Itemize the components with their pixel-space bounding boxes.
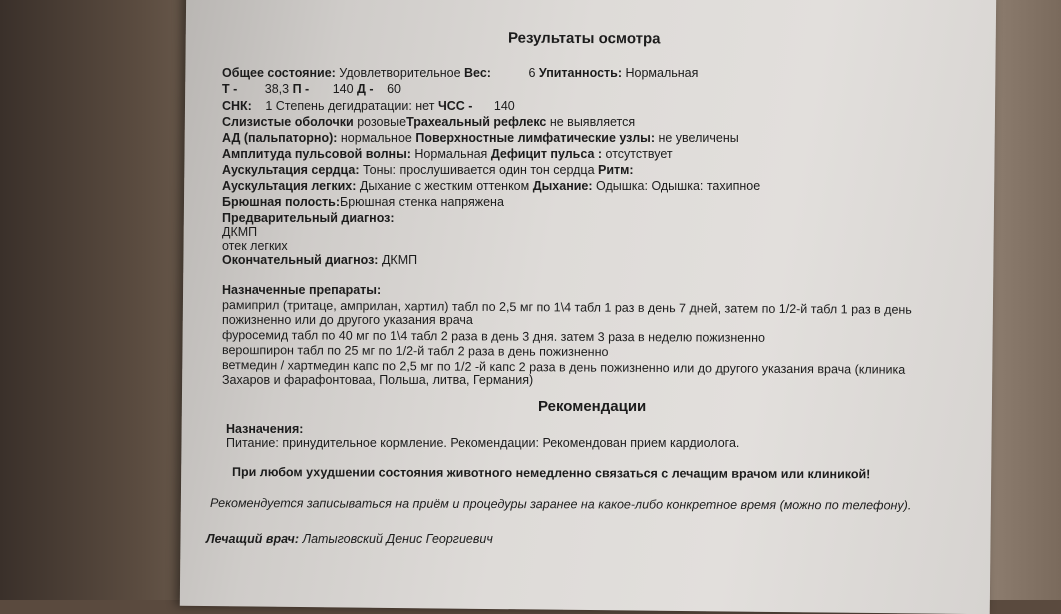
label-temperature: Т -	[222, 82, 238, 96]
med-furosemide: фуросемид табл по 40 мг по 1\4 табл 2 раза в день 3 дня. затем 3 раза в неделю пожизненно	[221, 328, 765, 345]
label-doctor: Лечащий врач:	[206, 532, 300, 546]
label-heart-rate: ЧСС -	[437, 99, 473, 113]
appointment-note: Рекомендуется записываться на приём и процедуры заранее на какое-либо конкретное время (можно по телефону).	[209, 496, 912, 513]
label-blood-pressure: АД (пальпаторно):	[222, 131, 338, 145]
label-prelim-diagnosis: Предварительный диагноз:	[222, 211, 395, 225]
line-mucosa	[222, 115, 635, 129]
label-final-diagnosis: Окончательный диагноз:	[222, 253, 379, 267]
value-heart-tones-label: Тоны:	[363, 163, 396, 177]
doc-title: Результаты осмотра	[507, 29, 661, 48]
value-dehydration: нет	[415, 99, 435, 113]
label-pulse-deficit: Дефицит пульса :	[490, 147, 603, 161]
med-vetmedin-cont: Захаров и фарафонтоваа, Польша, литва, Германия)	[222, 373, 534, 387]
value-nutrition: Нормальная	[625, 66, 699, 80]
value-breathing: Одышка: Одышка: тахипное	[596, 179, 761, 193]
value-pulse: 140	[332, 82, 354, 96]
value-general-state: Удовлетворительное	[339, 66, 461, 80]
label-rhythm: Ритм:	[598, 163, 634, 177]
value-pulse-wave: Нормальная	[414, 147, 488, 161]
value-heart-rate: 140	[493, 99, 515, 113]
value-blood-pressure: нормальное	[340, 131, 412, 145]
label-medications: Назначенные препараты:	[222, 283, 382, 297]
recommendations-title: Рекомендации	[538, 398, 647, 415]
value-temperature: 38,3	[264, 82, 290, 96]
warning-text: При любом ухудшении состояния животного немедленно связаться с лечащим врачом или клиникой!	[231, 465, 871, 482]
label-respiration: Д -	[357, 82, 374, 96]
label-mucosa: Слизистые оболочки	[222, 115, 354, 129]
value-tracheal-reflex: не выявляется	[549, 115, 636, 129]
value-final-diagnosis: ДКМП	[381, 253, 418, 267]
value-heart-tones: прослушивается один тон сердца	[399, 163, 595, 177]
value-lung-auscultation: Дыхание с жестким оттенком	[359, 179, 530, 193]
value-feeding: принудительное кормление. Рекомендации: Рекомендован прием кардиолога.	[282, 436, 740, 450]
value-abdomen: Брюшная стенка напряжена	[340, 195, 504, 209]
med-veroshpiron: верошпирон табл по 25 мг по 1/2-й табл 2 раза в день пожизненно	[221, 343, 609, 360]
value-pulse-deficit: отсутствует	[605, 147, 673, 161]
line-doctor	[206, 532, 493, 546]
value-weight: 6	[528, 66, 536, 80]
line-final-diagnosis	[222, 253, 417, 267]
label-prescriptions: Назначения:	[226, 422, 304, 436]
label-breathing: Дыхание:	[532, 179, 593, 193]
line-feeding	[226, 436, 739, 450]
med-ramipril: рамиприл (тритаце, амприлан, хартил) табл по 2,5 мг по 1\4 табл 1 раз в день 7 дней, затем по 1/2-й табл 1 раз в день	[221, 298, 912, 317]
value-prelim-diagnosis-1: ДКМП	[222, 225, 258, 239]
line-pulse-wave	[222, 147, 673, 161]
line-abdomen	[222, 195, 504, 209]
label-nutrition: Упитанность:	[538, 66, 622, 80]
label-lung-auscultation: Аускультация легких:	[222, 179, 357, 193]
med-ramipril-cont: пожизненно или до другого указания врача	[222, 313, 473, 327]
value-prelim-diagnosis-2: отек легких	[222, 239, 288, 253]
label-feeding: Питание:	[226, 436, 279, 450]
value-respiration: 60	[387, 82, 401, 96]
line-general-state	[222, 66, 698, 80]
label-pulse: П -	[292, 82, 310, 96]
value-mucosa: розовые	[357, 115, 407, 129]
value-lymph-nodes: не увеличены	[658, 131, 739, 145]
label-snk: СНК:	[222, 99, 252, 113]
label-general-state: Общее состояние:	[222, 66, 336, 80]
label-pulse-wave: Амплитуда пульсовой волны:	[222, 147, 411, 161]
line-snk	[222, 99, 515, 113]
label-tracheal-reflex: Трахеальный рефлекс	[406, 115, 547, 129]
value-doctor: Латыговский Денис Георгиевич	[302, 532, 493, 546]
line-blood-pressure	[222, 131, 739, 145]
label-weight: Вес:	[464, 66, 491, 80]
line-lung-auscultation	[222, 179, 760, 193]
value-snk: 1 Степень дегидратации:	[265, 99, 412, 113]
label-heart-auscultation: Аускультация сердца:	[222, 163, 360, 177]
line-vitals	[222, 82, 401, 96]
label-abdomen: Брюшная полость:	[222, 195, 341, 209]
label-lymph-nodes: Поверхностные лимфатические узлы:	[415, 131, 655, 145]
med-vetmedin: ветмедин / хартмедин капс по 2,5 мг по 1/2 -й капс 2 раза в день пожизненно или до другого указания врача (клиника	[221, 358, 906, 377]
line-heart-auscultation	[222, 163, 634, 177]
